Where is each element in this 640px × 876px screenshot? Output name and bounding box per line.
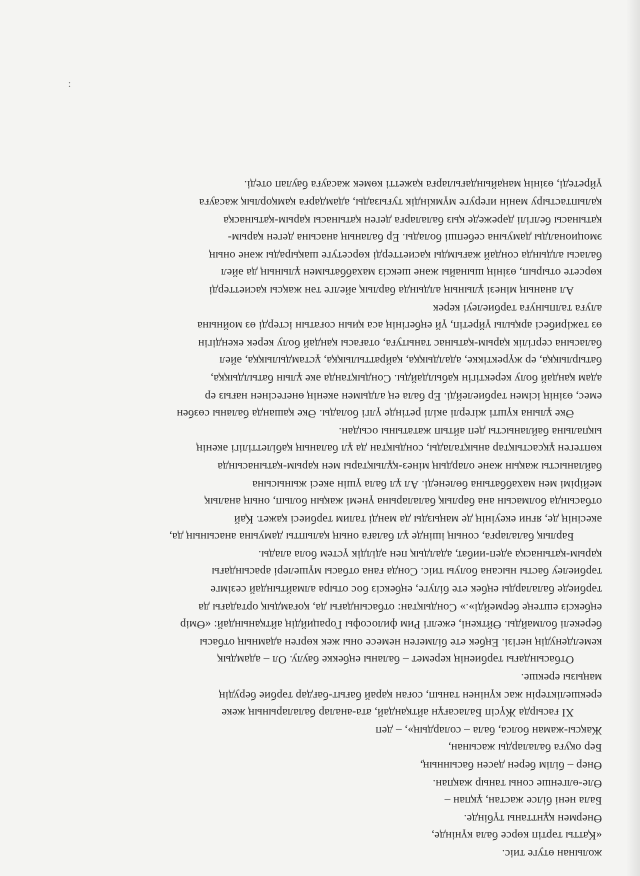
text-line: Әке ұлына күшті жігерлі әкілі ретінде үлгі болады. Әке қашанда баланы сөзбен (176, 407, 574, 421)
text-line: қатынасы белгілі дәрежеде қыз балаларға деген қатынасы қарым-қатынасқа (223, 213, 602, 227)
text-line: байланысты жақын және олардың мінез-құлықтары мен қарым-қатынасында (217, 459, 602, 473)
text-line: отбасында болмасын ана барлық балаларына үнемі жақын болып, оның аналық (204, 495, 602, 509)
text-line: еңбексіз ештеңе бермейді».» Сондықтан: отбасындағы да, қоғамдық ортадағы да (198, 600, 602, 614)
text-line: адам қандай болу керектігін қабылдайды. Сондықтанда әке ұлын батылдыққа, (210, 371, 602, 385)
text-line: баласы алдында сондай жағымды қасиеттерді көрсетуге шақырады және оның (209, 248, 602, 262)
page-edge-shadow (626, 0, 640, 876)
text-line: қалыптастыру мәнін игеруге мүмкіндік туғызады, адамдарға қамқорлық жасауға (199, 196, 602, 210)
text-line: үйретеді, өзінің маңайындағыларға қажетті көмек жасауға баулап отеді. (244, 178, 602, 192)
text-line: Бер оқуға балаларды жасынан, (448, 741, 602, 755)
text-line: баласына сергілік қарым-қатынас танытуға, отағасы қандай болу керек екендігін (198, 336, 602, 350)
text-line: Барлық балаларға, соның ішінде ұл балаға оның қалыпты дамуына анасының да, (169, 530, 574, 544)
text-line: жолынан өтуге тиіс. (501, 847, 602, 860)
text-line: әкесінің де, яғни екеуінің де маңызды да мәнді талим тәрбиесі қажет. Қай (234, 512, 602, 526)
text-line: Жақсы-жаман болса, бала – солардың», – деп (375, 723, 602, 737)
text-line: көрсете отырып, өзінің шынайы және шексіз махаббатымен ұлының да әйел (220, 266, 602, 280)
text-line: тәрбиеде балаларды еңбек ете білуге, еңбексіз бос отыра алмайтындай сезімге (210, 583, 602, 597)
page-text-upside-down (42, 62, 602, 862)
text-line: тәрбиелеу басты нысана болуы тиіс. Сонда ғана отбасы мүшелері арасындағы (211, 565, 602, 579)
text-line: қарым-қатынасқа әдеп-иибат, адалдық пен әділдік үстем бола алады. (258, 547, 602, 561)
text-line: емес, өзінің ісімен тәрбиелейді. Ер бала ең алдымен әкенің өнегесінен нағыз ер (204, 389, 602, 403)
text-line: кемелденудің негізі. Еңбек ете білмеген немесе оны жек көрген адамның отбасы (199, 635, 602, 649)
text-line: алуға талпынуға тәрбиелеуі керек (432, 301, 602, 315)
text-line: Өнер – білім берен дәсен басынның, (420, 759, 602, 773)
text-line: өз тәжірибесі арқылы үйретіп, үй еңбегінің аса қиын соғатын істерді өз мойнына (197, 319, 602, 333)
text-line: Өле-өлгенше соны таныр жақпан. (432, 776, 602, 790)
text-line: мейірімі мен махаббатына бөленеді. Ал ұл бала үшін әкесі жынысына (252, 477, 602, 491)
text-line: ерекшеліктерін жас күнінен танып, соған қарай бағыт-бағдар тәрбие берудің (218, 688, 602, 702)
text-line: берекелі болмайды. Өйткені, ежелгі Рим философы Горацийдің айтқанындай: «Өмір (180, 618, 602, 632)
text-line: эмоционалды дамуына себепші болады. Ер баланың анасына деген қарым- (227, 231, 602, 245)
text-line: ықпалына байланысты деп айтып жататыны осыдан. (338, 424, 602, 438)
text-line: XI ғасырда Жүсіп Баласағұн айтқандай, ата-аналар балаларының жеке (221, 706, 574, 720)
page-marker: : (68, 78, 72, 90)
text-line: көптеген ұқсастықтар анықталады, сондықтан да ұл баланың қабілеттілігі әкенің (196, 442, 602, 456)
text-line: маңызы ерекше. (520, 671, 602, 685)
text-line: батырлыққа, ер жүректікке, адалдыққа, қайраттылыққа, ұстамдылыққа, әйел (219, 354, 602, 368)
text-line: «Қатты тәртіп көрсе бала күнінде, (431, 829, 602, 843)
text-line: Өнермен құнттаны түбінде. (463, 811, 602, 825)
text-line: Бала нені білсе жастан, ұқпан – (444, 794, 602, 808)
text-line: Ал ананың мінезі ұлының алдында барлық әйелге тән жақсы қасиеттерді (208, 284, 574, 297)
text-line: Отбасындағы тәрбиенің керемет – баланы еңбекке баулу. Ол – адамдық (217, 653, 574, 667)
